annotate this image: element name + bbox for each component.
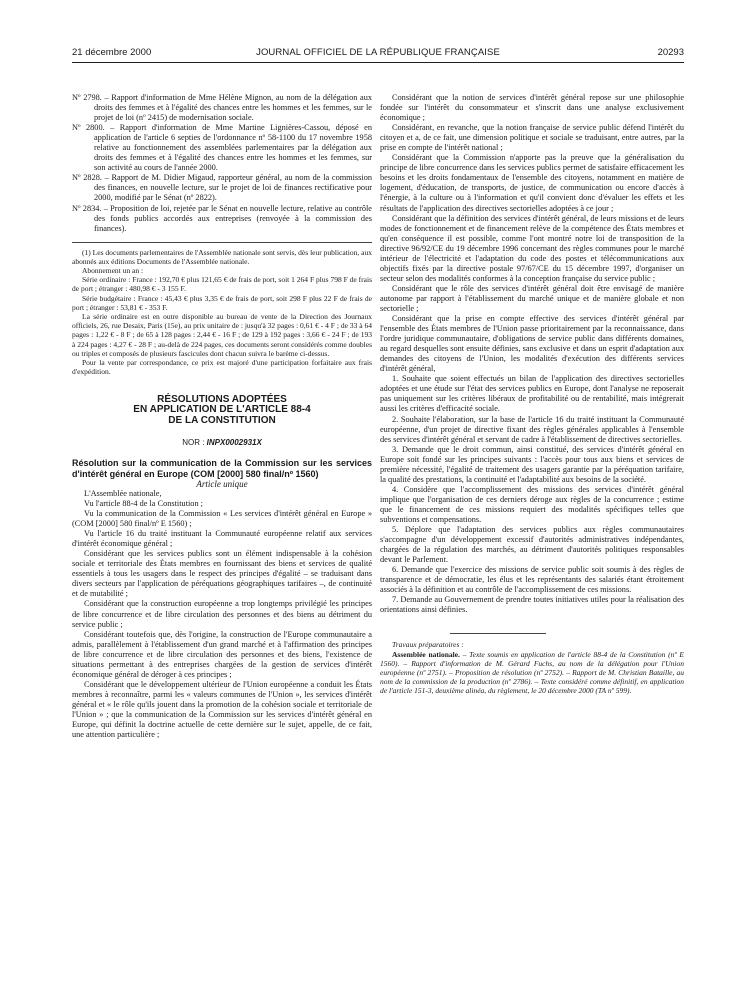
resolution-point: 4. Considère que l'accomplissement des missions des services d'intérêt général implique que l'organisation de ces derniers déroge aux règles de la concurrence ; estime que le financement de ces missions requiert des modalités spécifiques telles que subventions et compensations. xyxy=(380,484,684,524)
footnote-paragraph: Pour la vente par correspondance, ce prix est majoré d'une participation forfaitaire aux frais d'expédition. xyxy=(72,358,372,377)
resolution-point: 7. Demande au Gouvernement de prendre toutes initiatives utiles pour la réalisation des orientations ainsi définies. xyxy=(380,595,684,615)
travaux-text xyxy=(380,650,684,696)
section-title-line: DE LA CONSTITUTION xyxy=(168,414,276,426)
body-paragraph: Considérant que le rôle des services d'intérêt général doit être envisagé de manière autonome par rapport à l'établissement du marché unique et de manière globale et non sectorielle ; xyxy=(380,283,684,313)
body-paragraph: Considérant toutefois que, dès l'origine, la construction de l'Europe communautaire a admis, parallèlement à l'établissement d'un grand marché et à l'affirmation des principes de libre concurrence et de libre circulation des personnes et des biens, l'existence de situations permettant à des entreprises chargées de la gestion de services d'intérêt économique général de déroger à ces principes ; xyxy=(72,629,372,679)
section-title xyxy=(72,395,372,427)
body-paragraph: Considérant, en revanche, que la notion française de service public défend l'intérêt du citoyen et a, de ce fait, une dimension politique et sociale se traduisant, entre autres, par la prise en compte de l'intérêt national ; xyxy=(380,123,684,153)
travaux-preparatoires xyxy=(380,640,684,695)
header-date: 21 décembre 2000 xyxy=(72,47,152,58)
travaux-rule xyxy=(450,633,546,634)
document-entry: Nº 2798. – Rapport d'information de Mme Hélène Mignon, au nom de la délégation aux droits des femmes et à l'égalité des chances entre les hommes et les femmes, sur le projet de loi (nº 2415) de modernisation sociale. xyxy=(72,93,372,123)
body-paragraph: Considérant que la prise en compte effective des services d'intérêt général par l'ensemble des États membres de l'Union passe prioritairement par la reconnaissance, dans l'ordre juridique communautaire, d'obligations de service public dans différents domaines, au regard desquelles sont ensuite définies, sans exclusive et dans un esprit d'adaptation aux demandes des citoyens de l'Union, les modalités d'exécution des différents services d'intérêt général, xyxy=(380,314,684,374)
document-entry: Nº 2834. – Proposition de loi, rejetée par le Sénat en nouvelle lecture, relative au contrôle des fonds publics accordés aux entreprises (renvoyée à la commission des finances). xyxy=(72,203,372,233)
footnote-paragraph: Abonnement un an : xyxy=(82,266,144,276)
footnote-paragraph: Série ordinaire : France : 192,70 € plus 121,65 € de frais de port, soit 1 264 F plus 798 F de frais de port ; étranger : 480,98 € - 3 155 F. xyxy=(72,275,372,294)
footnote-paragraph: (1) Les documents parlementaires de l'Assemblée nationale sont servis, dès leur publication, aux abonnés aux éditions Documents de l'Assemblée nationale. xyxy=(72,247,372,266)
header-page-number: 20293 xyxy=(657,47,684,58)
travaux-label: Assemblée nationale. xyxy=(392,649,460,659)
resolution-point: 3. Demande que le droit commun, ainsi constitué, des services d'intérêt général en Europe soit fondé sur les principes suivants : l'accès pour tous aux biens et services de première nécessité, l'égalité de traitement des usagers garantie par la péréquation tarifaire, la qualité des prestations, la continuité et l'adaptabilité aux besoins de la société. xyxy=(380,444,684,484)
body-paragraph: Considérant que la construction européenne a trop longtemps privilégié les principes de libre concurrence et de libre circulation des personnes et des biens au détriment du service public ; xyxy=(72,599,372,629)
body-paragraph: Considérant que la définition des services d'intérêt général, de leurs missions et de leurs modes de fonctionnement et de financement relève de la compétence des États membres et qu'en conséquence il est possible, comme l'ont montré notre loi de transposition de la directive 96/92/CE du 19 décembre 1996 concernant des règles communes pour le marché intérieur de l'électricité et l'adaptation du code des postes et télécommunications aux objectifs fixés par la directive postale 97/67/CE du 15 décembre 1997, d'organiser un secteur selon des modalités conformes à la conception française du service public ; xyxy=(380,213,684,283)
section-title-line: EN APPLICATION DE L'ARTICLE 88-4 xyxy=(133,404,311,416)
document-entry: Nº 2800. – Rapport d'information de Mme Martine Lignières-Cassou, déposé en application de l'article 6 septies de l'ordonnance nº 58-1100 du 17 novembre 1958 relative au fonctionnement des assemblées parlementaires par la délégation aux droits des femmes et à l'égalité des chances entre les hommes et les femmes, sur son activité au cours de l'année 2000. xyxy=(72,123,372,173)
article-heading: Article unique xyxy=(196,478,248,489)
document-entry: Nº 2828. – Rapport de M. Didier Migaud, rapporteur général, au nom de la commission des finances, en nouvelle lecture, sur le projet de loi de finances rectificative pour 2000, modifié par le Sénat (nº 2822). xyxy=(72,173,372,203)
header-rule xyxy=(72,62,684,63)
body-paragraph: L'Assemblée nationale, xyxy=(84,488,162,498)
resolution-point: 5. Déplore que l'adaptation des services publics aux règles communautaires s'accompagne d'un développement excessif d'autorités administratives indépendantes, chargées de la régulation des marchés, au détriment d'autorités politiques responsables devant le Parlement. xyxy=(380,525,684,565)
page-header xyxy=(72,46,684,60)
footnote-paragraph: Série budgétaire : France : 45,43 € plus 3,35 € de frais de port, soit 298 F plus 22 F de frais de port ; étranger : 53,81 € - 353 F. xyxy=(72,293,372,312)
body-paragraph: Considérant que la notion de services d'intérêt général repose sur une philosophie fondée sur l'intérêt du consommateur et s'inscrit dans une analyse exclusivement économique ; xyxy=(380,93,684,123)
body-paragraph: Considérant que la Commission n'apporte pas la preuve que la généralisation du principe de libre concurrence dans les services publics permet de satisfaire efficacement les besoins et les droits fondamentaux de l'ensemble des citoyens, notamment en matière de logement, d'éducation, de transports, de justice, de communication ou encore d'accès à l'énergie, à la culture ou à l'information et qu'il convient donc d'évaluer les effets et les résultats de l'application des directives sectorielles adoptées à ce jour ; xyxy=(380,153,684,213)
nor-label: NOR : xyxy=(182,438,205,448)
resolution-point: 6. Demande que l'exercice des missions de service public soit soumis à des règles de transparence et de démocratie, les élus et les représentants des salariés étant étroitement associés à la définition et au contrôle de l'accomplissement de ces missions. xyxy=(380,565,684,595)
footnote-rule xyxy=(72,242,372,243)
header-title: JOURNAL OFFICIEL DE LA RÉPUBLIQUE FRANÇAISE xyxy=(256,47,500,58)
section-title-line: RÉSOLUTIONS ADOPTÉES xyxy=(157,393,287,405)
left-column xyxy=(72,93,372,740)
resolution-point: 1. Souhaite que soient effectués un bilan de l'application des directives sectorielles adoptées et une étude sur l'état des services publics en Europe, dont l'analyse ne reposerait pas uniquement sur les critères libéraux de profitabilité ou de rentabilité, mais intégrerait aussi les critères d'efficacité sociale. xyxy=(380,374,684,414)
body-paragraph: Considérant que le développement ultérieur de l'Union européenne a conduit les États membres à reconnaître, parmi les « valeurs communes de l'Union », les services d'intérêt général et « le rôle qu'ils jouent dans la promotion de la cohésion sociale et territoriale de l'Union » ; que la communication de la Commission sur les services d'intérêt général en Europe, qui définit la doctrine actuelle de cette dernière sur le sujet, appelle, de ce fait, une attention particulière ; xyxy=(72,679,372,740)
resolution-title: Résolution sur la communication de la Commission sur les services d'intérêt général en Europe (COM [2000] 580 final/nº 1560) xyxy=(72,458,372,479)
body-paragraph: Considérant que les services publics sont un élément indispensable à la cohésion sociale et territoriale des États membres en fournissant des biens et services de qualité essentiels à tous les usagers dans le respect des principes d'égalité – se traduisant dans divers secteurs par l'application de péréquations géographiques tarifaires –, de continuité et de mutabilité ; xyxy=(72,549,372,599)
footnote-paragraph: La série ordinaire est en outre disponible au bureau de vente de la Direction des Journaux officiels, 26, rue Desaix, Paris (15e), au prix unitaire de : jusqu'à 32 pages : 0,61 € - 4 F ; de 33 à 64 pages : 1,22 € - 8 F ; de 65 à 128 pages : 2,44 € - 16 F ; de 129 à 192 pages : 3,66 € - 24 F ; de 193 à 224 pages : 4,27 € - 28 F ; au-delà de 224 pages, ces documents seront considérés comme doubles ou triples et composés de plusieurs fascicules dont chacun suivra le barème ci-dessus. xyxy=(72,312,372,358)
footnotes xyxy=(72,248,372,377)
travaux-heading: Travaux préparatoires : xyxy=(392,640,464,650)
nor-code: INPX0002931X xyxy=(206,438,262,448)
travaux-body: – Texte soumis en application de l'article 88-4 de la Constitution (nº E 1560). – Rapport d'information de M. Gérard Fuchs, au nom de la délégation pour l'Union européenne (nº 2751). – Proposition de résolution (nº 2752). – Rapport de M. Christian Bataille, au nom de la commission de la production (nº 2786). – Texte considéré comme définitif, en application de l'article 151-3, deuxième alinéa, du règlement, le 20 décembre 2000 (TA nº 599). xyxy=(380,649,684,696)
right-column xyxy=(380,93,684,696)
body-paragraph: Vu l'article 16 du traité instituant la Communauté européenne relatif aux services d'intérêt économique général ; xyxy=(72,529,372,549)
body-paragraph: Vu la communication de la Commission « Les services d'intérêt général en Europe » (COM [2000] 580 final/nº E 1560) ; xyxy=(72,509,372,529)
resolution-point: 2. Souhaite l'élaboration, sur la base de l'article 16 du traité instituant la Communauté européenne, d'un projet de directive fixant des règles générales applicables à l'ensemble des services d'intérêt général et servant de cadre à l'établissement de directives sectorielles. xyxy=(380,414,684,444)
nor-reference xyxy=(72,438,372,448)
body-paragraph: Vu l'article 88-4 de la Constitution ; xyxy=(84,499,203,509)
